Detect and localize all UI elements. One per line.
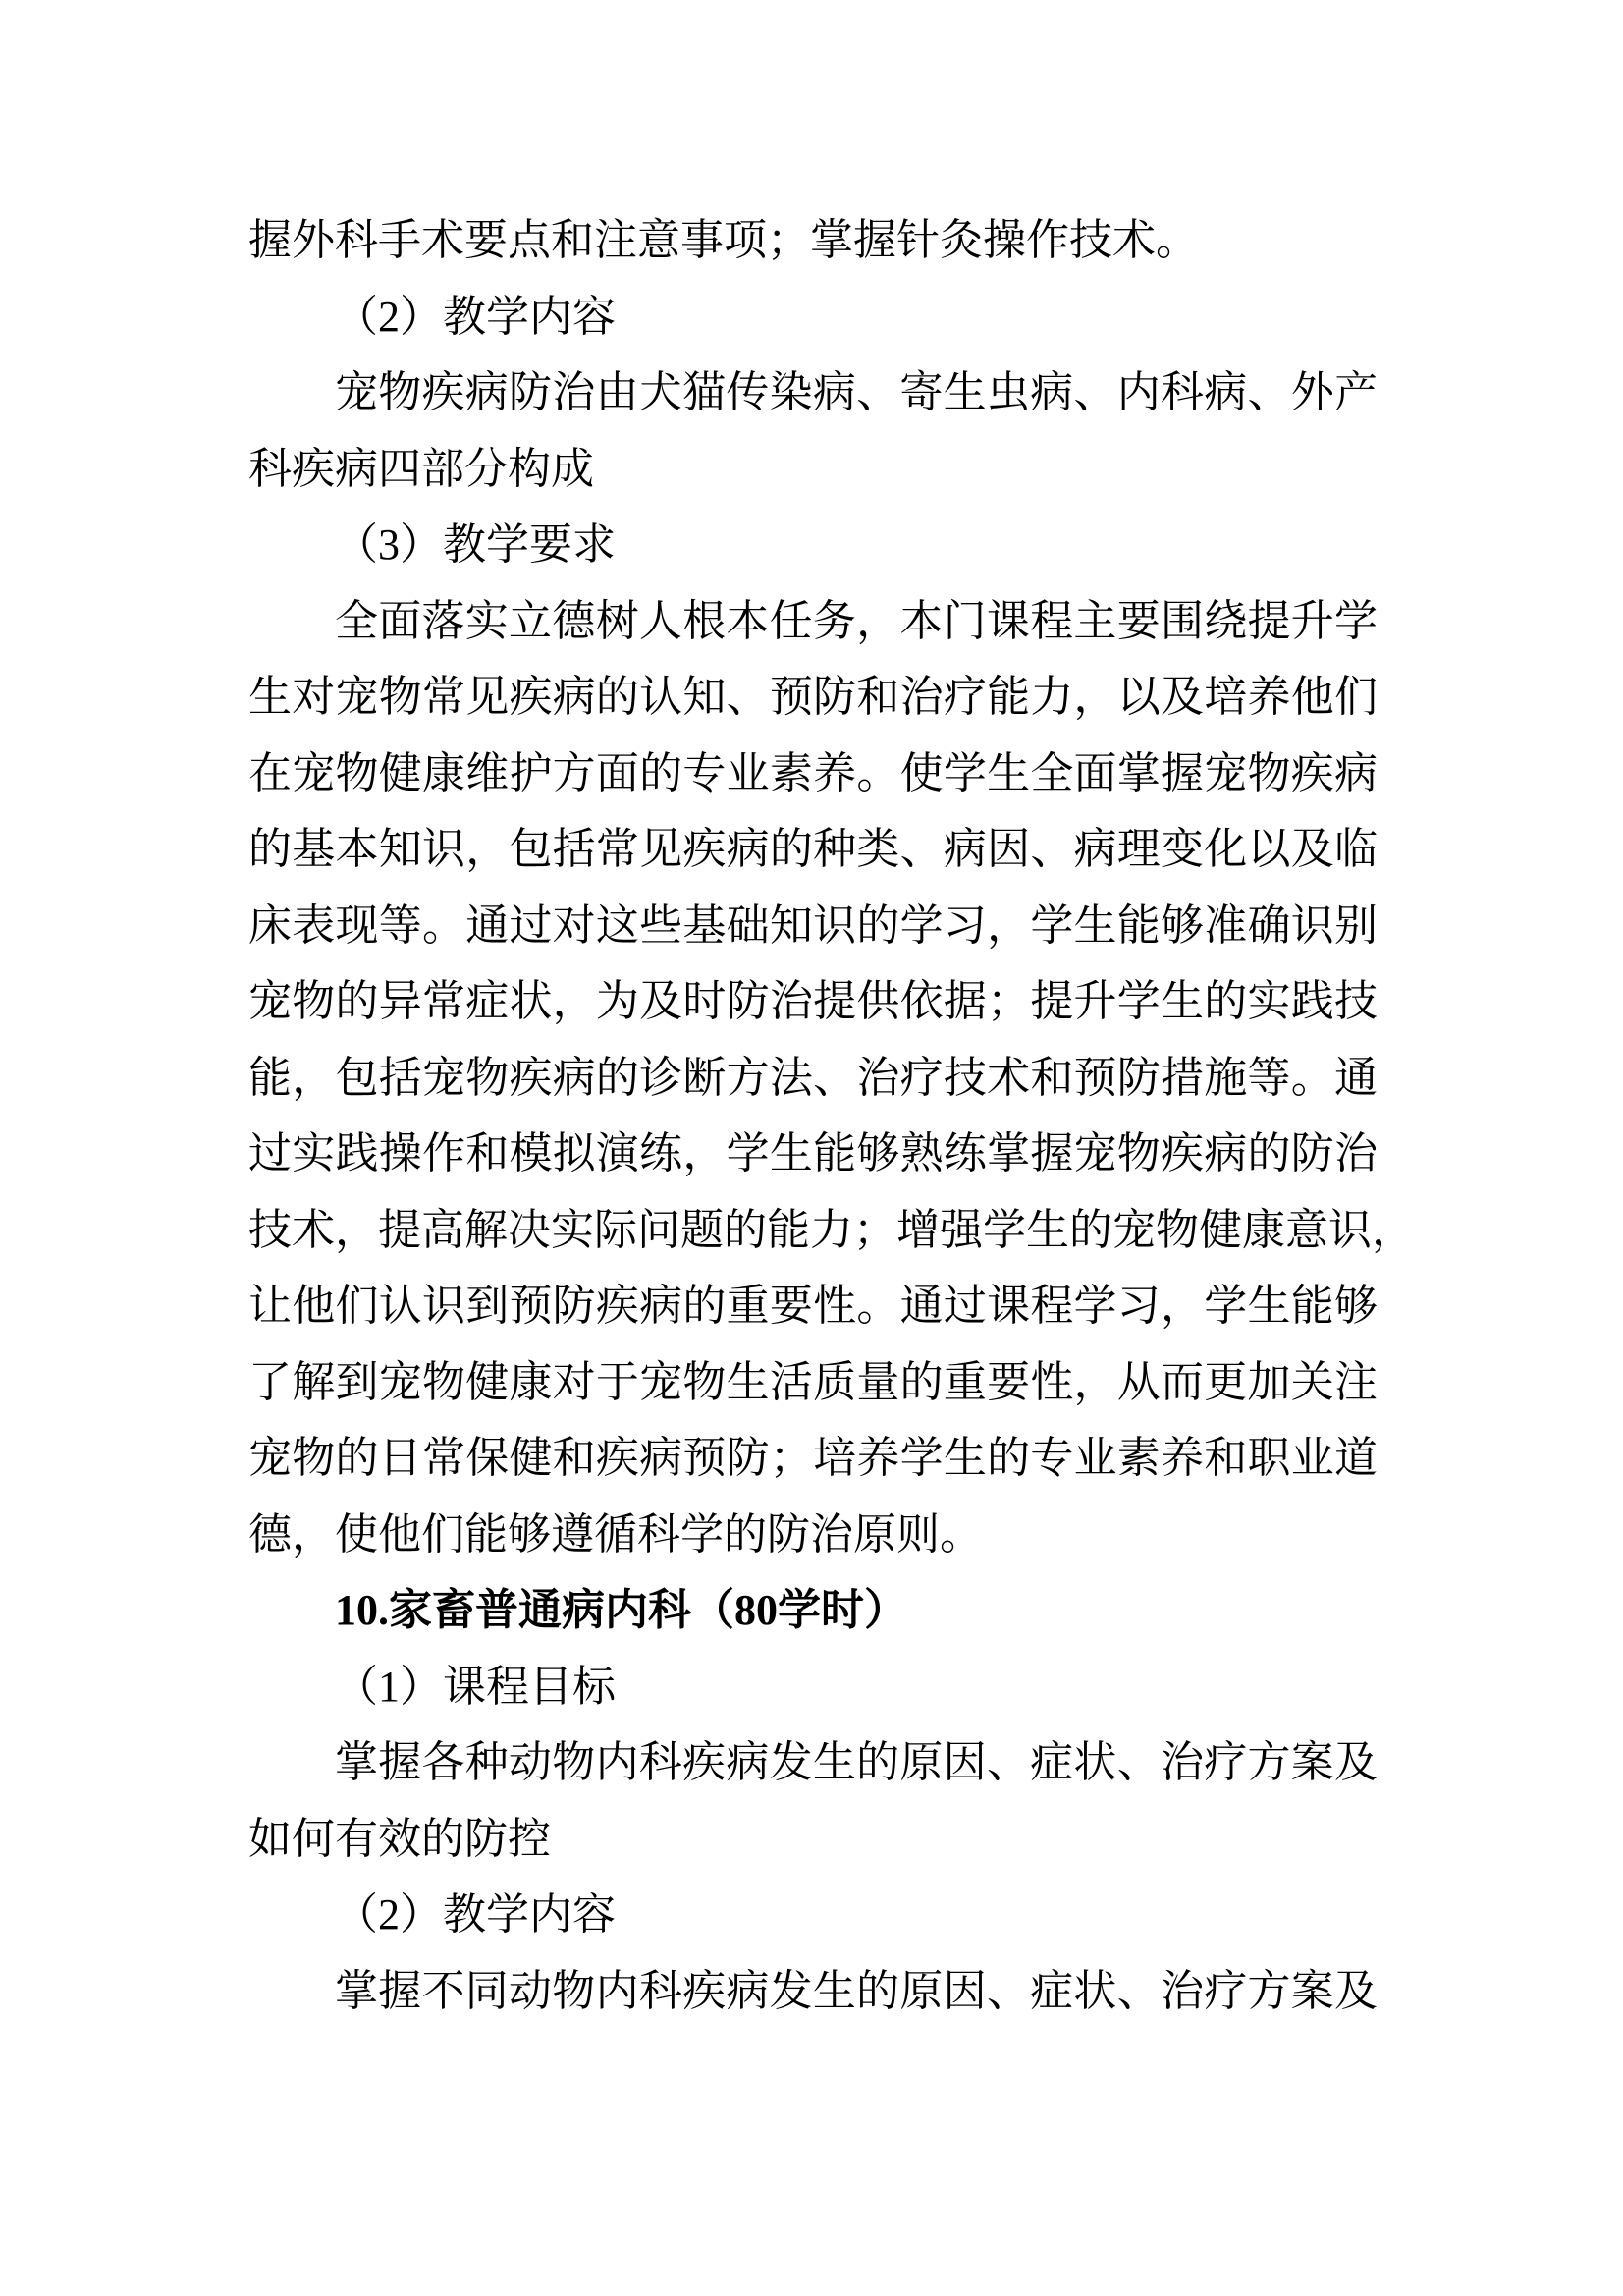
text-line: 在宠物健康维护方面的专业素养。使学生全面掌握宠物疾病 [248, 748, 1378, 797]
text-line: 过实践操作和模拟演练，学生能够熟练掌握宠物疾病的防治 [248, 1129, 1378, 1177]
text-line: 的基本知识，包括常见疾病的种类、病因、病理变化以及临 [248, 825, 1378, 873]
text-line: 德，使他们能够遵循科学的防治原则。 [248, 1509, 983, 1558]
text-line: 宠物的日常保健和疾病预防；培养学生的专业素养和职业道 [248, 1434, 1378, 1482]
text-line: 床表现等。通过对这些基础知识的学习，学生能够准确识别 [248, 901, 1378, 950]
text-line: 宠物的异常症状，为及时防治提供依据；提升学生的实践技 [248, 977, 1378, 1025]
text-line: 科疾病四部分构成 [248, 444, 594, 493]
text-line: 如何有效的防控 [248, 1814, 551, 1863]
text-line: 掌握不同动物内科疾病发生的原因、症状、治疗方案及 [335, 1966, 1378, 2015]
text-line: （3）教学要求 [335, 520, 616, 569]
course-heading: 10.家畜普通病内科（80学时） [335, 1586, 907, 1634]
document-body [248, 202, 1415, 2029]
text-line: 生对宠物常见疾病的认知、预防和治疗能力，以及培养他们 [248, 673, 1378, 721]
text-line: （2）教学内容 [335, 1890, 616, 1939]
text-line: 掌握各种动物内科疾病发生的原因、症状、治疗方案及 [335, 1738, 1378, 1786]
text-line: 让他们认识到预防疾病的重要性。通过课程学习，学生能够 [248, 1282, 1378, 1330]
text-line: （2）教学内容 [335, 292, 616, 341]
text-line: 全面落实立德树人根本任务，本门课程主要围绕提升学 [335, 596, 1378, 645]
text-line: 握外科手术要点和注意事项；掌握针灸操作技术。 [248, 216, 1199, 264]
text-line: 技术，提高解决实际问题的能力；增强学生的宠物健康意识， [248, 1205, 1415, 1254]
text-line: 了解到宠物健康对于宠物生活质量的重要性，从而更加关注 [248, 1357, 1378, 1406]
text-line: 宠物疾病防治由犬猫传染病、寄生虫病、内科病、外产 [335, 368, 1378, 416]
text-line: （1）课程目标 [335, 1662, 616, 1711]
text-line: 能，包括宠物疾病的诊断方法、治疗技术和预防措施等。通 [248, 1053, 1378, 1102]
